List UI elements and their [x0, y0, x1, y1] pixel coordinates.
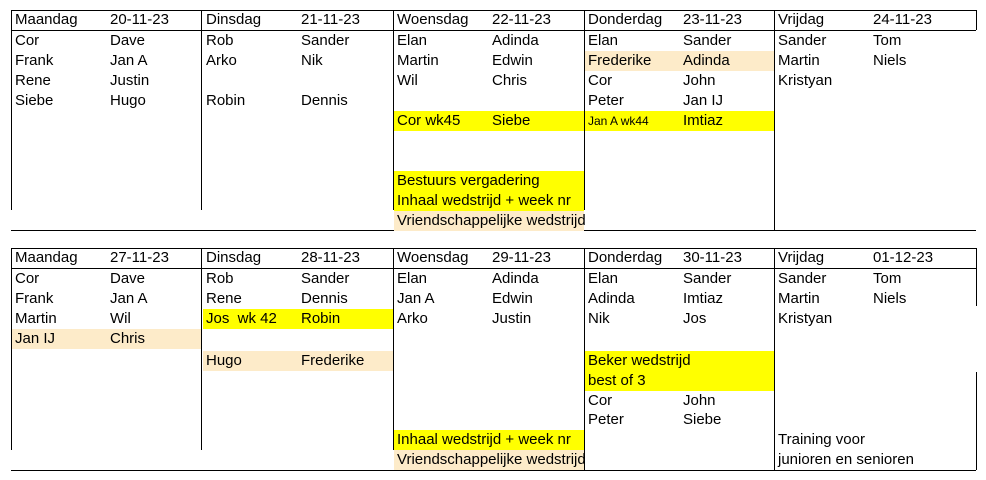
person-name: Frank — [15, 290, 54, 307]
person-name: Cor — [588, 72, 613, 89]
day-date: 24-11-23 — [873, 11, 932, 28]
person-name: Hugo — [110, 92, 146, 109]
event-note: junioren en senioren — [778, 451, 914, 468]
person-name: Jos wk 42 — [206, 310, 277, 327]
event-note: Training voor — [778, 431, 865, 448]
person-name: John — [683, 72, 716, 89]
event-note: Beker wedstrijd — [588, 352, 691, 369]
person-name: Adinda — [492, 32, 539, 49]
person-name: Justin — [492, 310, 532, 327]
person-name: Nik — [588, 310, 610, 327]
person-name: Sander — [683, 32, 732, 49]
person-name: Dennis — [301, 92, 348, 109]
day-date: 27-11-23 — [110, 249, 169, 266]
person-name: Martin — [778, 290, 820, 307]
person-name: Siebe — [683, 411, 722, 428]
day-name: Donderdag — [588, 11, 663, 28]
day-name: Vrijdag — [778, 249, 825, 266]
day-name: Maandag — [15, 11, 78, 28]
person-name: Tom — [873, 270, 902, 287]
person-name: Sander — [301, 32, 350, 49]
person-name: Jan IJ — [683, 92, 724, 109]
person-name: Dennis — [301, 290, 348, 307]
person-name: Peter — [588, 92, 624, 109]
person-name: Rob — [206, 32, 234, 49]
person-name: Adinda — [683, 52, 730, 69]
week-2-schedule — [11, 248, 976, 470]
day-date: 28-11-23 — [301, 249, 360, 266]
person-name: Rob — [206, 270, 234, 287]
event-note: Inhaal wedstrijd + week nr — [397, 192, 571, 209]
person-name: Rene — [206, 290, 242, 307]
person-name: Adinda — [588, 290, 635, 307]
week-1-col-divider — [201, 10, 202, 210]
person-name: Elan — [397, 32, 428, 49]
person-name: Jan A wk44 — [588, 114, 649, 128]
day-date: 29-11-23 — [492, 249, 551, 266]
week-2-col-divider — [774, 248, 775, 470]
person-name: Jan A — [110, 290, 148, 307]
person-name: Hugo — [206, 352, 242, 369]
person-name: Martin — [15, 310, 57, 327]
day-date: 30-11-23 — [683, 249, 742, 266]
person-name: Wil — [110, 310, 131, 327]
person-name: Adinda — [492, 270, 539, 287]
day-name: Woensdag — [397, 11, 469, 28]
person-name: Elan — [397, 270, 428, 287]
day-name: Donderdag — [588, 249, 663, 266]
person-name: Cor — [15, 32, 40, 49]
person-name: Dave — [110, 32, 146, 49]
week-1-col-divider — [11, 10, 12, 210]
person-name: Arko — [397, 310, 428, 327]
person-name: Cor — [588, 392, 613, 409]
person-name: Nik — [301, 52, 323, 69]
week-2-col-divider — [976, 248, 977, 306]
week-2-bottom-border — [11, 470, 976, 471]
person-name: Cor — [15, 270, 40, 287]
person-name: Edwin — [492, 52, 533, 69]
week-2-col-divider — [11, 248, 12, 450]
day-date: 20-11-23 — [110, 11, 169, 28]
person-name: Robin — [301, 310, 341, 327]
person-name: Frederike — [588, 52, 652, 69]
person-name: Cor wk45 — [397, 112, 461, 129]
person-name: Peter — [588, 411, 624, 428]
week-2-col-divider — [393, 248, 394, 450]
person-name: Robin — [206, 92, 246, 109]
week-2-col-divider — [976, 372, 977, 470]
person-name: Jan IJ — [15, 330, 56, 347]
person-name: Justin — [110, 72, 150, 89]
person-name: Martin — [778, 52, 820, 69]
person-name: Jos — [683, 310, 707, 327]
person-name: Sander — [778, 270, 827, 287]
person-name: Kristyan — [778, 310, 833, 327]
day-name: Maandag — [15, 249, 78, 266]
person-name: Niels — [873, 52, 907, 69]
day-date: 21-11-23 — [301, 11, 360, 28]
person-name: Chris — [110, 330, 146, 347]
person-name: Martin — [397, 52, 439, 69]
event-note: Vriendschappelijke wedstrijd — [397, 451, 586, 468]
event-note: Inhaal wedstrijd + week nr — [397, 431, 571, 448]
person-name: Kristyan — [778, 72, 833, 89]
day-date: 22-11-23 — [492, 11, 551, 28]
day-name: Woensdag — [397, 249, 469, 266]
person-name: Dave — [110, 270, 146, 287]
person-name: Imtiaz — [683, 112, 724, 129]
person-name: Arko — [206, 52, 237, 69]
person-name: Wil — [397, 72, 418, 89]
person-name: Elan — [588, 32, 619, 49]
person-name: Chris — [492, 72, 528, 89]
person-name: Frederike — [301, 352, 365, 369]
day-date: 23-11-23 — [683, 11, 742, 28]
person-name: Niels — [873, 290, 907, 307]
day-date: 01-12-23 — [873, 249, 934, 266]
week-2-col-divider — [201, 248, 202, 450]
person-name: Sander — [778, 32, 827, 49]
week-1-schedule — [11, 10, 976, 230]
person-name: Sander — [301, 270, 350, 287]
person-name: Siebe — [15, 92, 54, 109]
day-name: Dinsdag — [206, 249, 262, 266]
person-name: Elan — [588, 270, 619, 287]
person-name: Frank — [15, 52, 54, 69]
event-note: best of 3 — [588, 372, 646, 389]
person-name: John — [683, 392, 716, 409]
event-note: Bestuurs vergadering — [397, 172, 540, 189]
person-name: Siebe — [492, 112, 531, 129]
person-name: Tom — [873, 32, 902, 49]
person-name: Jan A — [110, 52, 148, 69]
day-name: Vrijdag — [778, 11, 825, 28]
person-name: Jan A — [397, 290, 435, 307]
week-1-col-divider — [584, 10, 585, 210]
day-name: Dinsdag — [206, 11, 262, 28]
person-name: Edwin — [492, 290, 533, 307]
person-name: Sander — [683, 270, 732, 287]
person-name: Imtiaz — [683, 290, 724, 307]
week-1-col-divider — [976, 10, 977, 30]
person-name: Rene — [15, 72, 51, 89]
event-note: Vriendschappelijke wedstrijd — [397, 212, 586, 229]
week-1-col-divider — [774, 10, 775, 230]
